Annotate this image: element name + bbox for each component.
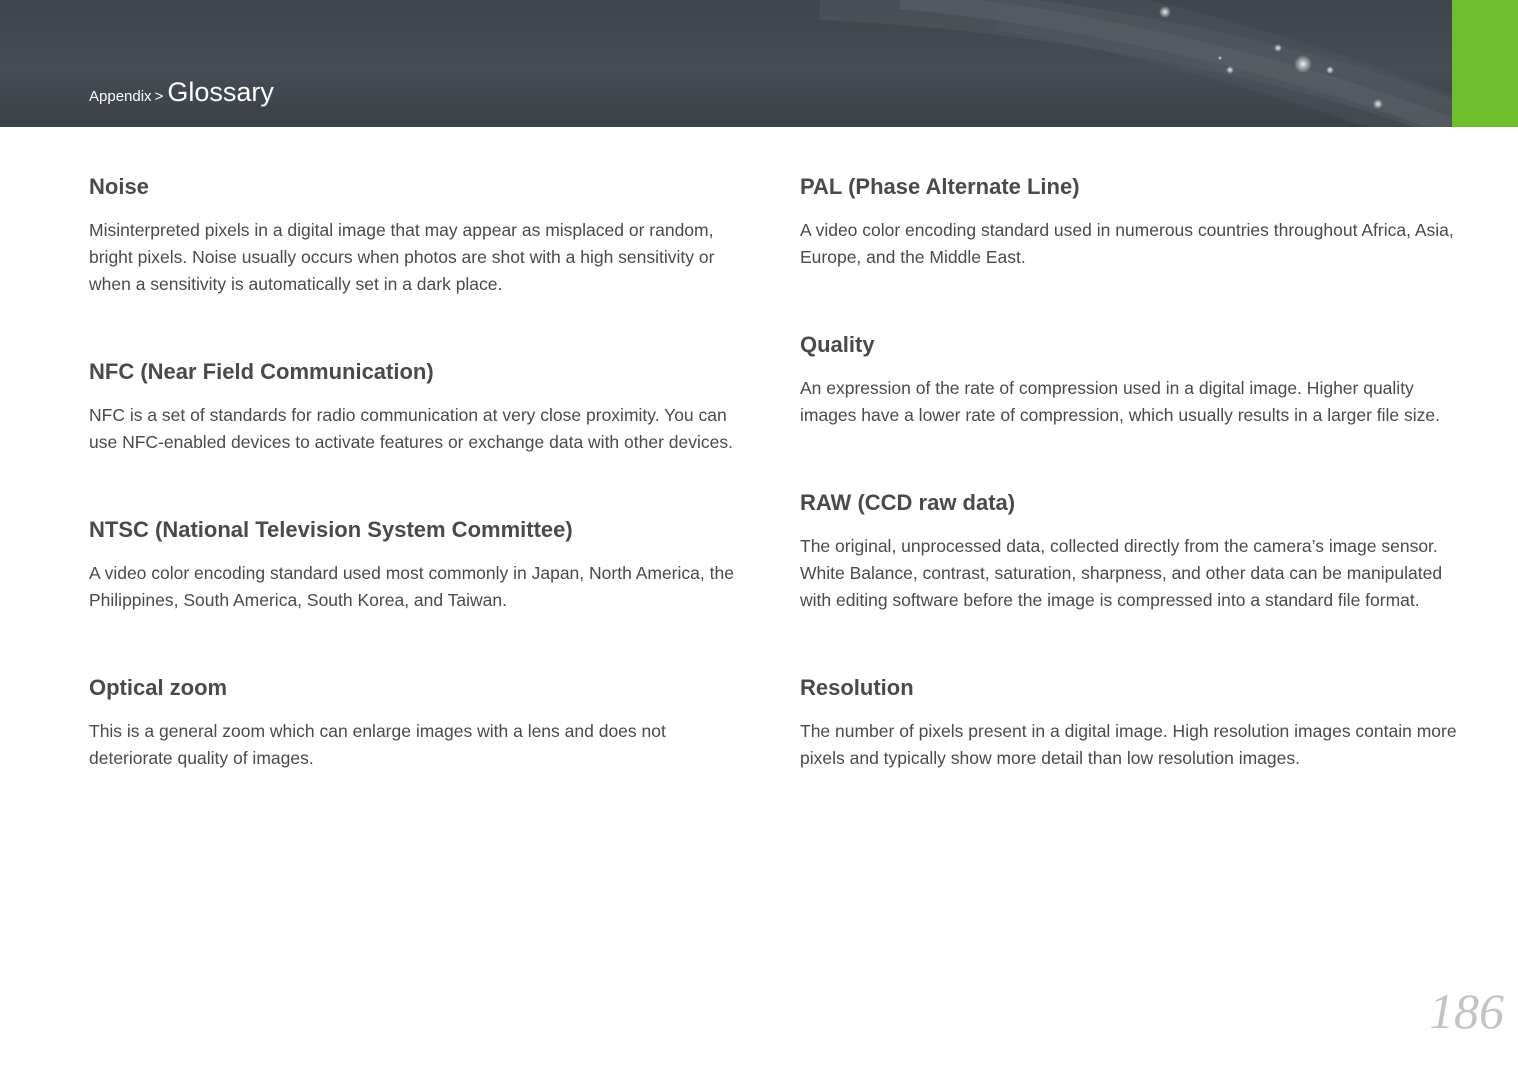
- breadcrumb: [89, 77, 274, 108]
- term-definition: This is a general zoom which can enlarge images with a lens and does not deteriorate quality of images.: [89, 721, 666, 768]
- term-definition: An expression of the rate of compression used in a digital image. Higher quality images have a lower rate of compression, which usually results in a larger file size.: [800, 378, 1441, 425]
- header-banner: [0, 0, 1452, 127]
- breadcrumb-parent[interactable]: Appendix: [89, 88, 152, 105]
- glossary-entry: [89, 170, 739, 298]
- term-title: PAL (Phase Alternate Line): [800, 174, 1080, 199]
- glossary-entry: [800, 671, 1460, 772]
- term-title: NFC (Near Field Communication): [89, 359, 434, 384]
- glossary-entry: [89, 355, 739, 456]
- term-title: RAW (CCD raw data): [800, 490, 1016, 515]
- glossary-entry: [800, 170, 1460, 271]
- term-title: Resolution: [800, 675, 914, 700]
- glossary-entry: [800, 486, 1460, 614]
- section-color-tab: [1452, 0, 1518, 127]
- glossary-entry: [89, 513, 739, 614]
- term-definition: NFC is a set of standards for radio communication at very close proximity. You can use NFC-enabled devices to activate features or exchange data with other devices.: [89, 405, 733, 452]
- term-definition: A video color encoding standard used most commonly in Japan, North America, the Philippines, South America, South Korea, and Taiwan.: [89, 563, 734, 610]
- term-definition: The number of pixels present in a digital image. High resolution images contain more pixels and typically show more detail than low resolution images.: [800, 721, 1457, 768]
- term-title: NTSC (National Television System Committee): [89, 517, 573, 542]
- page-title: Glossary: [167, 77, 274, 107]
- term-title: Noise: [89, 174, 149, 199]
- page-number: 186: [1429, 983, 1504, 1039]
- glossary-entry: [800, 328, 1460, 429]
- term-definition: The original, unprocessed data, collected directly from the camera’s image sensor. White Balance, contrast, saturation, sharpness, and other data can be manipulated with editing software before the image is compressed into a standard file format.: [800, 536, 1443, 610]
- left-column: [89, 170, 739, 829]
- term-definition: Misinterpreted pixels in a digital image that may appear as misplaced or random, bright pixels. Noise usually occurs when photos are shot with a high sensitivity or when a sensitivity is automatically set in a dark place.: [89, 220, 715, 294]
- glossary-entry: [89, 671, 739, 772]
- term-definition: A video color encoding standard used in numerous countries throughout Africa, Asia, Europe, and the Middle East.: [800, 220, 1454, 267]
- right-column: [800, 170, 1460, 829]
- breadcrumb-separator: >: [154, 88, 164, 105]
- term-title: Optical zoom: [89, 675, 228, 700]
- term-title: Quality: [800, 332, 875, 357]
